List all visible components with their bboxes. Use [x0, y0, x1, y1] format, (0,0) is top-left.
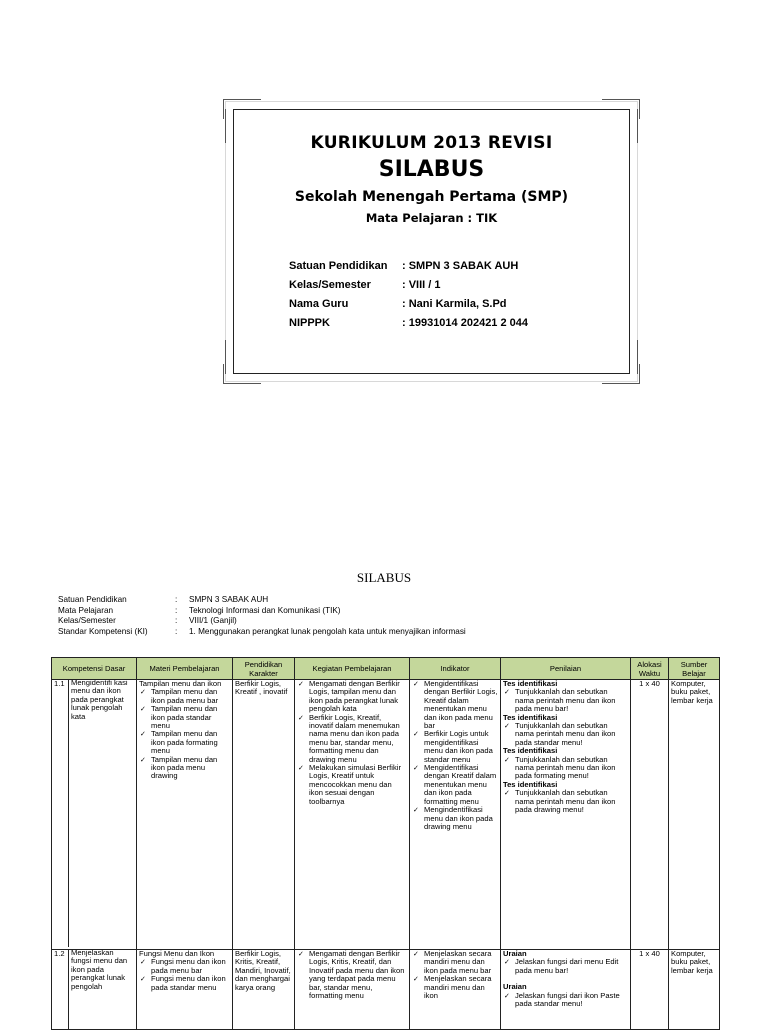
penilaian-cell	[501, 680, 631, 950]
kd-number: 1.2	[54, 949, 65, 958]
assessment-type: Uraian	[503, 982, 527, 992]
meta-row	[58, 606, 466, 617]
sumber-cell: Komputer, buku paket, lembar kerja	[669, 950, 720, 1030]
alokasi-cell: 1 x 40	[631, 950, 669, 1030]
sumber-cell: Komputer, buku paket, lembar kerja	[669, 680, 720, 950]
meta-value: Teknologi Informasi dan Komunikasi (TIK)	[189, 605, 341, 615]
meta-value: 1. Menggunakan perangkat lunak pengolah kata untuk menyajikan informasi	[189, 626, 466, 636]
kd-cell	[52, 950, 137, 1030]
list-item: ✓ Menjelaskan secara mandiri menu dan ikon	[412, 975, 498, 1000]
meta-colon: :	[175, 605, 178, 615]
cover-info	[289, 257, 528, 333]
list-item: ✓ Mengidentifikasi dengan Berfikir Logis, Kreatif dalam menentukan menu dan ikon pada menu bar	[412, 680, 498, 730]
kd-number: 1.1	[54, 679, 65, 688]
list-item: ✓ Tunjukkanlah dan sebutkan nama perintah menu dan ikon pada formating menu!	[503, 756, 628, 781]
assessment-type: Tes identifikasi	[503, 712, 558, 722]
list-item: ✓ Mengamati dengan Berfikir Logis, Kritis, Kreatif, dan Inovatif pada menu dan ikon yang terdapat pada menu bar, standar menu, formatting menu	[297, 950, 407, 1000]
meta-value: VIII/1 (Ganjil)	[189, 616, 237, 625]
column-header: Kompetensi Dasar	[52, 658, 137, 680]
silabus-meta	[58, 595, 466, 637]
info-label: Nama Guru	[289, 298, 349, 310]
karakter-cell: Berfikir Logis, Kritis, Kreatif, Mandiri, Inovatif, dan menghargai karya orang	[233, 950, 295, 1030]
list-item: ✓ Tampilan menu dan ikon pada menu drawing	[139, 756, 230, 781]
cover-info-row	[289, 314, 528, 333]
silabus-title: SILABUS	[356, 570, 412, 585]
column-header: Materi Pembelajaran	[137, 658, 233, 680]
column-header: Pendidikan Karakter	[233, 658, 295, 680]
cover-subject: Mata Pelajaran : TIK	[365, 211, 498, 225]
list-item: ✓ Berfikir Logis untuk mengidentifikasi menu dan ikon pada standar menu	[412, 730, 498, 764]
info-label: Kelas/Semester	[289, 279, 371, 291]
list-item: ✓ Mengamati dengan Berfikir Logis, tampilan menu dan ikon pada perangkat lunak pengolah kata	[297, 680, 407, 714]
assessment-type: Tes identifikasi	[503, 746, 558, 756]
meta-label: Standar Kompetensi (KI)	[58, 626, 148, 636]
kegiatan-cell	[295, 950, 410, 1030]
kd-text: Menjelaskan fungsi menu dan ikon pada perangkat lunak pengolah	[68, 950, 134, 1030]
info-value: : 19931014 202421 2 044	[402, 317, 529, 329]
side-ornament	[633, 340, 638, 374]
list-item: ✓ Tampilan menu dan ikon pada standar menu	[139, 705, 230, 730]
info-label: Satuan Pendidikan	[289, 260, 388, 272]
meta-label: Mata Pelajaran	[58, 605, 114, 615]
indikator-cell	[410, 950, 501, 1030]
meta-value: SMPN 3 SABAK AUH	[189, 595, 269, 604]
kd-text: Mengidentifi kasi menu dan ikon pada perangkat lunak pengolah kata	[68, 680, 134, 948]
meta-colon: :	[175, 616, 178, 625]
penilaian-cell	[501, 950, 631, 1030]
list-item: ✓ Fungsi menu dan ikon pada standar menu	[139, 975, 230, 992]
list-item: ✓ Fungsi menu dan ikon pada menu bar	[139, 958, 230, 975]
materi-cell	[137, 680, 233, 950]
column-header: Indikator	[410, 658, 501, 680]
meta-row	[58, 595, 466, 606]
assessment-type: Uraian	[503, 949, 527, 958]
indikator-cell	[410, 680, 501, 950]
kd-cell	[52, 680, 137, 950]
kegiatan-cell	[295, 680, 410, 950]
assessment-type: Tes identifikasi	[503, 779, 558, 789]
cover-info-row	[289, 276, 528, 295]
info-value: : VIII / 1	[402, 279, 441, 291]
cover-title: KURIKULUM 2013 REVISI	[310, 133, 553, 153]
column-header: Penilaian	[501, 658, 631, 680]
cover-info-row	[289, 295, 528, 314]
materi-intro: Fungsi Menu dan Ikon	[139, 949, 215, 958]
info-value: : SMPN 3 SABAK AUH	[402, 260, 519, 272]
meta-label: Kelas/Semester	[58, 616, 116, 625]
table-row	[52, 680, 720, 950]
silabus-table	[51, 657, 720, 1030]
info-label: NIPPPK	[289, 317, 330, 329]
side-ornament	[225, 340, 230, 374]
meta-label: Satuan Pendidikan	[58, 595, 127, 604]
cover-info-row	[289, 257, 528, 276]
meta-row	[58, 627, 466, 638]
table-row	[52, 950, 720, 1030]
column-header: Alokasi Waktu	[631, 658, 669, 680]
materi-cell	[137, 950, 233, 1030]
list-item: ✓ Jelaskan fungsi dari ikon Paste pada standar menu!	[503, 992, 628, 1009]
cover-school: Sekolah Menengah Pertama (SMP)	[294, 189, 569, 205]
list-item: ✓ Tunjukkanlah dan sebutkan nama perintah menu dan ikon pada menu bar!	[503, 688, 628, 713]
list-item: ✓ Melakukan simulasi Berfikir Logis, Kreatif untuk mencocokkan menu dan ikon sesuai dengan toolbarnya	[297, 764, 407, 806]
list-item: ✓ Berfikir Logis, Kreatif, inovatif dalam menemukan nama menu dan ikon pada menu bar, standar menu, formatting menu dan drawing menu	[297, 714, 407, 764]
assessment-type: Tes identifikasi	[503, 679, 558, 688]
meta-colon: :	[175, 626, 178, 636]
list-item: ✓ Tunjukkanlah dan sebutkan nama perintah menu dan ikon pada drawing menu!	[503, 789, 628, 814]
meta-colon: :	[175, 595, 178, 604]
list-item: ✓ Mengidentifikasi dengan Kreatif dalam menentukan menu dan ikon pada formatting menu	[412, 764, 498, 806]
list-item: ✓ Menjelaskan secara mandiri menu dan ikon pada menu bar	[412, 950, 498, 975]
meta-row	[58, 616, 466, 627]
alokasi-cell: 1 x 40	[631, 680, 669, 950]
cover-heading: SILABUS	[378, 157, 485, 182]
table-header-row	[52, 658, 720, 680]
column-header: Sumber Belajar	[669, 658, 720, 680]
info-value: : Nani Karmila, S.Pd	[402, 298, 507, 310]
list-item: ✓ Tampilan menu dan ikon pada menu bar	[139, 688, 230, 705]
column-header: Kegiatan Pembelajaran	[295, 658, 410, 680]
list-item: ✓ Mengindentifikasi menu dan ikon pada drawing menu	[412, 806, 498, 831]
karakter-cell: Berfikir Logis, Kreatif , inovatif	[233, 680, 295, 950]
materi-intro: Tampilan menu dan ikon	[139, 679, 222, 688]
cover-frame	[225, 101, 638, 382]
list-item: ✓ Tampilan menu dan ikon pada formating menu	[139, 730, 230, 755]
list-item: ✓ Tunjukkanlah dan sebutkan nama perintah menu dan ikon pada standar menu!	[503, 722, 628, 747]
list-item: ✓ Jelaskan fungsi dari menu Edit pada menu bar!	[503, 958, 628, 975]
